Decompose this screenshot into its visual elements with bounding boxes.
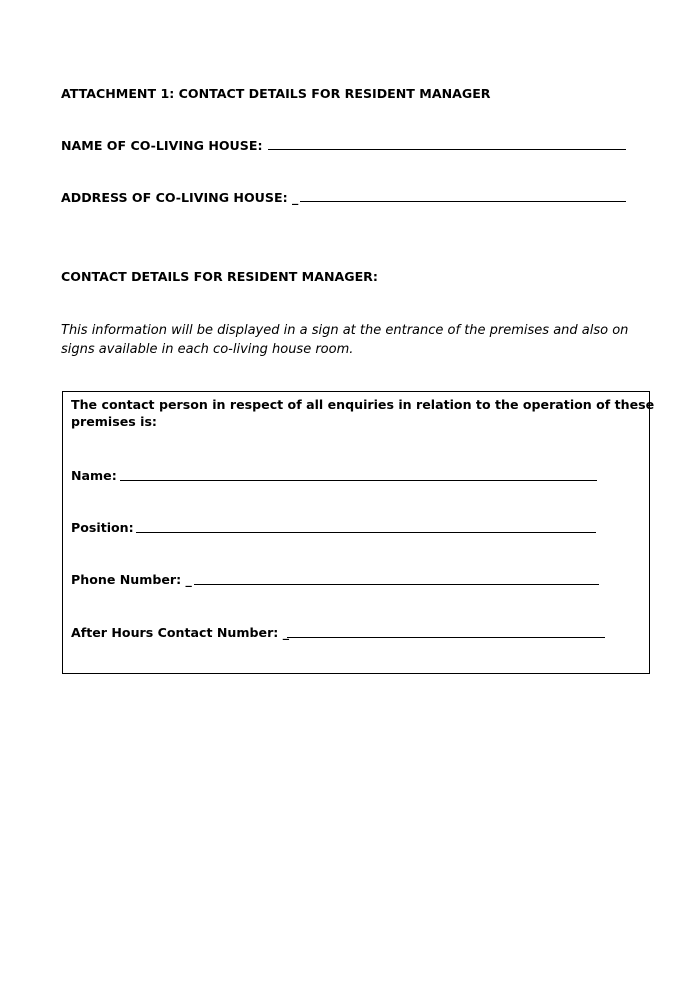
box-intro-line-2: premises is: — [71, 414, 157, 429]
position-label: Position: — [71, 520, 134, 535]
phone-number-label: Phone Number: _ — [71, 572, 192, 587]
name-label: Name: — [71, 468, 117, 483]
box-intro-line-1: The contact person in respect of all enquiries in relation to the operation of these — [71, 397, 655, 412]
name-field-line[interactable] — [120, 480, 597, 481]
house-address-label: ADDRESS OF CO-LIVING HOUSE: _ — [61, 190, 299, 205]
info-text-line-2: signs available in each co-living house room. — [61, 342, 354, 357]
house-name-field-line[interactable] — [268, 149, 626, 150]
after-hours-contact-label: After Hours Contact Number: _ — [71, 625, 289, 640]
house-address-field-line[interactable] — [300, 201, 626, 202]
attachment-heading: ATTACHMENT 1: CONTACT DETAILS FOR RESIDENT MANAGER — [61, 86, 491, 101]
after-hours-contact-field-line[interactable] — [287, 637, 605, 638]
house-name-label: NAME OF CO-LIVING HOUSE: — [61, 138, 263, 153]
phone-number-field-line[interactable] — [194, 584, 599, 585]
info-text-line-1: This information will be displayed in a sign at the entrance of the premises and also on — [61, 323, 629, 338]
contact-details-heading: CONTACT DETAILS FOR RESIDENT MANAGER: — [61, 269, 378, 284]
position-field-line[interactable] — [136, 532, 596, 533]
